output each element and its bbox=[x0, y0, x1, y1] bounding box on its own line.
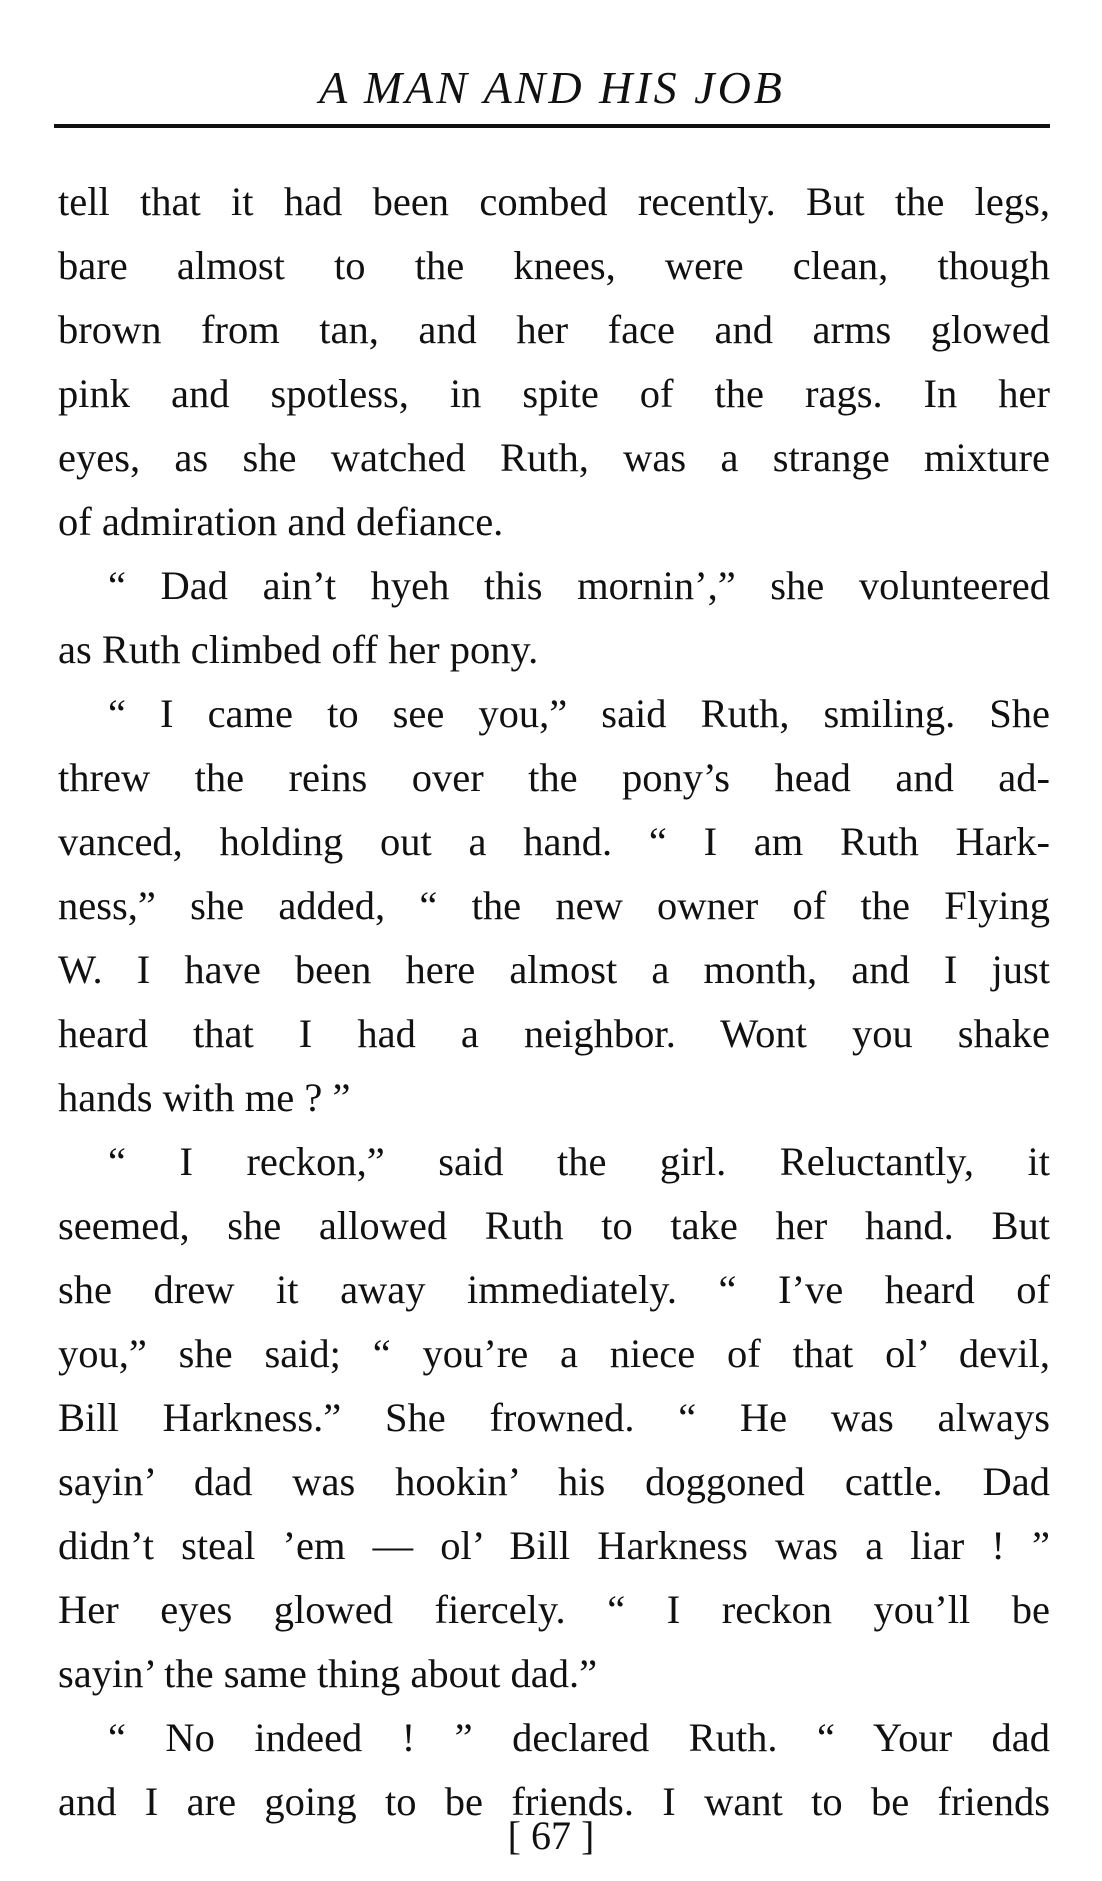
text-line: she drew it away immediately. “ I’ve heard of bbox=[58, 1267, 1050, 1312]
text-line: threw the reins over the pony’s head and ad- bbox=[58, 755, 1050, 800]
text-line: bare almost to the knees, were clean, though bbox=[58, 243, 1050, 288]
text-line: W. I have been here almost a month, and I just bbox=[58, 947, 1050, 992]
paragraph bbox=[58, 1130, 1050, 1706]
body-text bbox=[58, 170, 1050, 1834]
text-line: sayin’ the same thing about dad.” bbox=[58, 1651, 598, 1696]
text-line: vanced, holding out a hand. “ I am Ruth Hark- bbox=[58, 819, 1050, 864]
text-line: didn’t steal ’em — ol’ Bill Harkness was a liar ! ” bbox=[58, 1523, 1050, 1568]
text-line: seemed, she allowed Ruth to take her hand. But bbox=[58, 1203, 1050, 1248]
text-line: “ Dad ain’t hyeh this mornin’,” she volunteered bbox=[108, 563, 1050, 608]
text-line: you,” she said; “ you’re a niece of that ol’ devil, bbox=[58, 1331, 1050, 1376]
text-line: “ I came to see you,” said Ruth, smiling. She bbox=[108, 691, 1050, 736]
text-line: pink and spotless, in spite of the rags. In her bbox=[58, 371, 1050, 416]
text-line: “ No indeed ! ” declared Ruth. “ Your dad bbox=[108, 1715, 1050, 1760]
text-line: Bill Harkness.” She frowned. “ He was always bbox=[58, 1395, 1050, 1440]
text-line: and I are going to be friends. I want to be friends bbox=[58, 1779, 1050, 1824]
text-line: tell that it had been combed recently. But the legs, bbox=[58, 179, 1050, 224]
text-line: Her eyes glowed fiercely. “ I reckon you’ll be bbox=[58, 1587, 1050, 1632]
text-line: ness,” she added, “ the new owner of the Flying bbox=[58, 883, 1050, 928]
paragraph bbox=[58, 170, 1050, 554]
text-line: of admiration and defiance. bbox=[58, 499, 504, 544]
header-rule bbox=[54, 124, 1050, 128]
paragraph bbox=[58, 554, 1050, 682]
paragraph bbox=[58, 682, 1050, 1130]
text-line: sayin’ dad was hookin’ his doggoned cattle. Dad bbox=[58, 1459, 1050, 1504]
text-line: “ I reckon,” said the girl. Reluctantly, it bbox=[108, 1139, 1050, 1184]
text-line: eyes, as she watched Ruth, was a strange mixture bbox=[58, 435, 1050, 480]
page-number: [ 67 ] bbox=[507, 1813, 595, 1858]
text-line: heard that I had a neighbor. Wont you shake bbox=[58, 1011, 1050, 1056]
text-line: hands with me ? ” bbox=[58, 1075, 351, 1120]
running-head: A MAN AND HIS JOB bbox=[319, 62, 785, 113]
text-line: as Ruth climbed off her pony. bbox=[58, 627, 539, 672]
text-line: brown from tan, and her face and arms glowed bbox=[58, 307, 1050, 352]
